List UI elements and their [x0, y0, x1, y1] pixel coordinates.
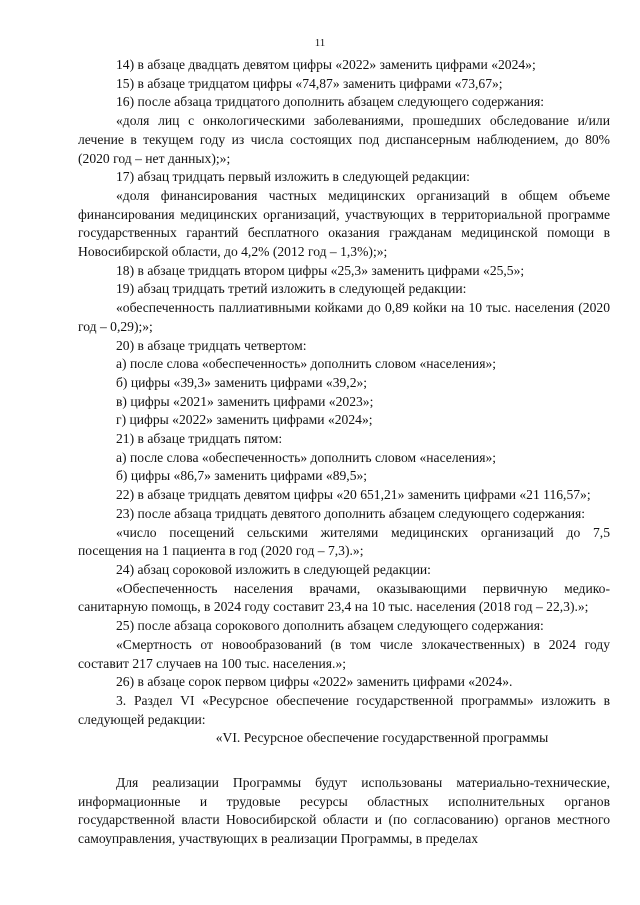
- paragraph-17-quote: «доля финансирования частных медицинских организаций в общем объеме финансирования медицинских организаций, участвующих в территориальной программе государственных гарантий бесплатного оказания гражданам медицинской помощи в Новосибирской области, до 4,2% (2012 год – 1,3%);»;: [78, 187, 610, 260]
- paragraph-23-quote: «число посещений сельскими жителями медицинских организаций до 7,5 посещения на 1 пациента в год (2020 год – 7,3).»;: [78, 524, 610, 559]
- blank-line: [78, 748, 610, 774]
- page-number: 11: [314, 37, 326, 49]
- section-heading: «VI. Ресурсное обеспечение государственной программы: [215, 730, 549, 746]
- paragraph-20c: в) цифры «2021» заменить цифрами «2023»;: [116, 393, 374, 409]
- paragraph-21: 21) в абзаце тридцать пятом:: [116, 431, 283, 447]
- paragraph-21a: а) после слова «обеспеченность» дополнить словом «населения»;: [116, 449, 497, 465]
- paragraph-20: 20) в абзаце тридцать четвертом:: [116, 337, 307, 353]
- paragraph-25: 25) после абзаца сорокового дополнить абзацем следующего содержания:: [116, 618, 544, 634]
- paragraph-21b: б) цифры «86,7» заменить цифрами «89,5»;: [116, 468, 368, 484]
- paragraph-24-quote: «Обеспеченность населения врачами, оказывающими первичную медико-санитарную помощь, в 2024 году составит 23,4 на 10 тыс. населения (2018 год – 22,3).»;: [78, 580, 610, 615]
- paragraph-23: 23) после абзаца тридцать девятого дополнить абзацем следующего содержания:: [116, 505, 586, 521]
- paragraph-20d: г) цифры «2022» заменить цифрами «2024»;: [116, 412, 373, 428]
- paragraph-18: 18) в абзаце тридцать втором цифры «25,3» заменить цифрами «25,5»;: [116, 262, 525, 278]
- paragraph-19: 19) абзац тридцать третий изложить в следующей редакции:: [116, 281, 467, 297]
- paragraph-26: 26) в абзаце сорок первом цифры «2022» заменить цифрами «2024».: [116, 674, 513, 690]
- document-body: [78, 56, 610, 849]
- paragraph-16: 16) после абзаца тридцатого дополнить абзацем следующего содержания:: [116, 94, 545, 110]
- paragraph-20a: а) после слова «обеспеченность» дополнить словом «населения»;: [116, 356, 497, 372]
- paragraph-16-quote: «доля лиц с онкологическими заболеваниями, прошедших обследование и/или лечение в текущем году из числа состоящих под диспансерным наблюдением, до 80% (2020 год – нет данных);»;: [78, 113, 610, 166]
- paragraph-17: 17) абзац тридцать первый изложить в следующей редакции:: [116, 169, 470, 185]
- paragraph-section-3: 3. Раздел VI «Ресурсное обеспечение государственной программы» изложить в следующей редакции:: [78, 692, 610, 727]
- paragraph-14: 14) в абзаце двадцать девятом цифры «2022» заменить цифрами «2024»;: [116, 57, 536, 72]
- paragraph-20b: б) цифры «39,3» заменить цифрами «39,2»;: [116, 374, 368, 390]
- paragraph-19-quote: «обеспеченность паллиативными койками до 0,89 койки на 10 тыс. населения (2020 год – 0,29);»;: [78, 300, 610, 334]
- paragraph-15: 15) в абзаце тридцатом цифры «74,87» заменить цифрами «73,67»;: [116, 75, 503, 91]
- paragraph-24: 24) абзац сороковой изложить в следующей редакции:: [116, 561, 431, 577]
- resource-paragraph: Для реализации Программы будут использованы материально-технические, информационные и трудовые ресурсы областных исполнительных органов государственной власти Новосибирской области и (по согласованию) органов местного самоуправления, участвующих в реализации Программы, в пределах: [78, 775, 610, 847]
- paragraph-22: 22) в абзаце тридцать девятом цифры «20 651,21» заменить цифрами «21 116,57»;: [116, 487, 591, 503]
- paragraph-25-quote: «Смертность от новообразований (в том числе злокачественных) в 2024 году составит 217 случаев на 100 тыс. населения.»;: [78, 636, 610, 671]
